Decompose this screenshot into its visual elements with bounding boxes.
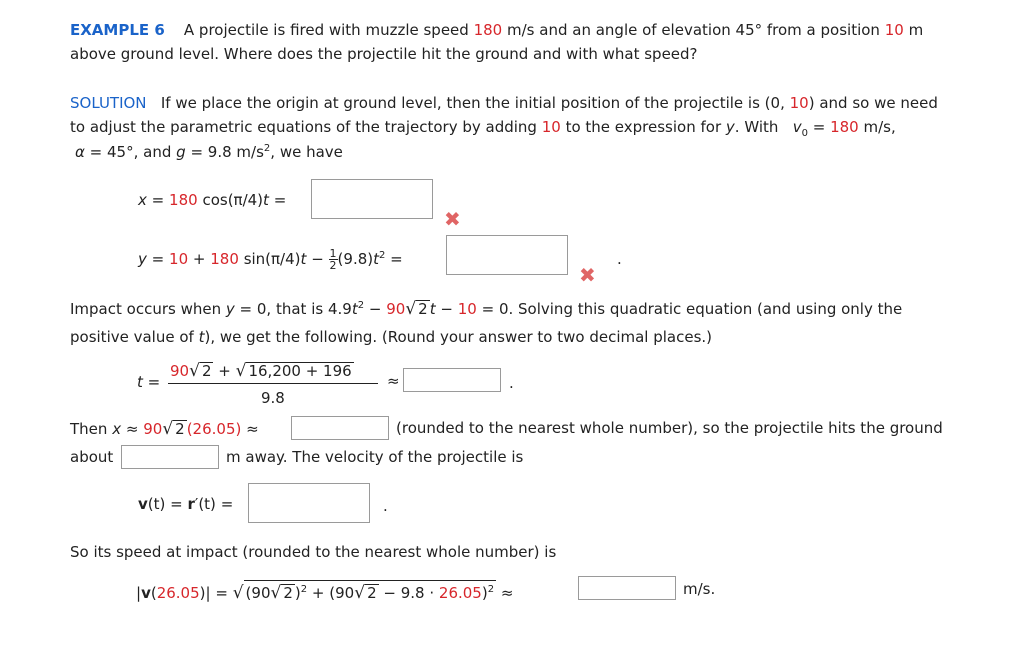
speed-c3: − 9.8 · bbox=[383, 584, 435, 602]
vel-r: r bbox=[187, 495, 195, 513]
t-period: . bbox=[509, 374, 514, 392]
speed-p1: ( bbox=[150, 584, 157, 602]
solution-p2f: = bbox=[812, 118, 826, 136]
speed-c: (90 bbox=[329, 584, 355, 602]
impact-l2b: t bbox=[198, 328, 205, 346]
then-g: ≈ bbox=[246, 420, 259, 438]
impact-l1i: t bbox=[429, 300, 436, 318]
velocity-input[interactable] bbox=[248, 483, 370, 523]
away-text: m away. The velocity of the projectile is bbox=[226, 448, 524, 466]
t-numerator bbox=[170, 361, 354, 381]
t-fraction-bar bbox=[168, 383, 378, 384]
impact-l1e: 2 bbox=[357, 300, 365, 311]
eq-y-minus: − bbox=[311, 250, 324, 268]
vel-eq: = bbox=[170, 495, 183, 513]
then-f: (26.05) bbox=[186, 420, 242, 438]
t-plus: + bbox=[218, 362, 231, 380]
eq-y-plus: + bbox=[192, 250, 206, 268]
half-den: 2 bbox=[329, 259, 337, 272]
then-c: ≈ bbox=[125, 420, 139, 438]
v0-subscript: 0 bbox=[801, 128, 808, 139]
t-denominator: 9.8 bbox=[261, 389, 285, 407]
t-lhs: t bbox=[137, 373, 143, 391]
then-e: 2 bbox=[175, 420, 185, 438]
speed-radicand bbox=[244, 580, 497, 602]
example-line-1 bbox=[70, 21, 923, 39]
eq-x-t: t bbox=[263, 191, 269, 209]
impact-l1k: 10 bbox=[457, 300, 477, 318]
eq-y-c1: 10 bbox=[169, 250, 189, 268]
impact-l1g: 90 bbox=[386, 300, 406, 318]
equation-y bbox=[138, 248, 403, 271]
sqrt-sign: √ bbox=[354, 583, 366, 603]
speed-c2: 2 bbox=[367, 584, 377, 602]
t-n2: 2 bbox=[201, 362, 212, 380]
example-text-a: A projectile is fired with muzzle speed bbox=[183, 21, 469, 39]
sqrt-sign: √ bbox=[235, 361, 247, 381]
t-eq-lhs bbox=[137, 373, 160, 391]
solution-p3e: 2 bbox=[263, 143, 271, 154]
vel-period: . bbox=[383, 497, 388, 515]
eq-y-t: t bbox=[300, 250, 307, 268]
impact-l1j: − bbox=[440, 300, 453, 318]
eq-y-sq: 2 bbox=[379, 250, 386, 261]
eq-y-g: (9.8) bbox=[337, 250, 374, 268]
y-answer-input[interactable] bbox=[446, 235, 568, 275]
impact-l1a: Impact occurs when bbox=[70, 300, 222, 318]
eq-y-period: . bbox=[617, 250, 622, 268]
then-line bbox=[70, 419, 259, 439]
solution-p3d: = 9.8 m/s bbox=[190, 143, 264, 161]
speed-v: v bbox=[141, 584, 151, 602]
solution-p2e: . With bbox=[734, 118, 779, 136]
example-line-2: above ground level. Where does the projectile hit the ground and with what speed? bbox=[70, 45, 698, 63]
vel-eq2: = bbox=[220, 495, 234, 513]
eq-x-eq2: = bbox=[273, 191, 287, 209]
example-text-c: m bbox=[908, 21, 924, 39]
solution-p2g: 180 bbox=[830, 118, 859, 136]
eq-y-t2: t bbox=[373, 250, 379, 268]
impact-l1l: = 0. Solving this quadratic equation (and using only the bbox=[481, 300, 903, 318]
speed-a3: ) bbox=[294, 584, 301, 602]
sqrt-sign: √ bbox=[189, 361, 200, 381]
about-label: about bbox=[70, 448, 114, 466]
sqrt-sign: √ bbox=[405, 299, 417, 319]
alpha-symbol: α bbox=[75, 143, 85, 161]
speed-plus: + bbox=[311, 584, 325, 602]
speed-c4: 26.05 bbox=[438, 584, 482, 602]
half-num: 1 bbox=[329, 247, 337, 260]
v0-symbol: v bbox=[792, 118, 802, 136]
eq-x-eq: = bbox=[151, 191, 165, 209]
speed-t: 26.05 bbox=[156, 584, 200, 602]
sqrt-sign: √ bbox=[232, 583, 244, 603]
speed-a2: 2 bbox=[283, 584, 293, 602]
solution-p2b: 10 bbox=[541, 118, 561, 136]
solution-p1b: 10 bbox=[789, 94, 809, 112]
impact-line-1 bbox=[70, 299, 902, 319]
then-d: 90 bbox=[143, 420, 163, 438]
then-a: Then bbox=[70, 420, 108, 438]
solution-label: SOLUTION bbox=[70, 94, 147, 112]
then-h: (rounded to the nearest whole number), so the projectile hits the ground bbox=[396, 419, 943, 437]
impact-l1b: y bbox=[225, 300, 235, 318]
equation-x bbox=[138, 191, 286, 209]
solution-p3f: , we have bbox=[270, 143, 343, 161]
solution-p2d: y bbox=[725, 118, 735, 136]
impact-l2a: positive value of bbox=[70, 328, 194, 346]
example-label: EXAMPLE 6 bbox=[70, 21, 165, 39]
solution-line-2 bbox=[70, 118, 896, 139]
speed-input[interactable] bbox=[578, 576, 676, 600]
solution-p1a: If we place the origin at ground level, then the initial position of the projectile is (0, bbox=[160, 94, 785, 112]
example-text-b: m/s and an angle of elevation 45° from a position bbox=[507, 21, 880, 39]
eq-y-eq: = bbox=[151, 250, 165, 268]
speed-eq-sign: = bbox=[215, 584, 228, 602]
impact-l1f: − bbox=[368, 300, 382, 318]
speed-approx: ≈ bbox=[500, 584, 514, 602]
eq-x-cos: cos(π/4) bbox=[202, 191, 264, 209]
x-distance-input[interactable] bbox=[291, 416, 389, 440]
eq-x-coef: 180 bbox=[169, 191, 198, 209]
sqrt-sign: √ bbox=[270, 583, 282, 603]
incorrect-x-icon: ✖ bbox=[444, 207, 461, 231]
speed-d: 2 bbox=[487, 584, 495, 595]
vel-t: (t) bbox=[147, 495, 166, 513]
velocity-eq bbox=[138, 495, 233, 513]
muzzle-speed: 180 bbox=[473, 21, 503, 39]
t-answer-input[interactable] bbox=[403, 368, 501, 392]
x-answer-input[interactable] bbox=[311, 179, 433, 219]
impact-l1d: t bbox=[351, 300, 358, 318]
t-approx: ≈ bbox=[387, 372, 400, 390]
incorrect-y-icon: ✖ bbox=[579, 263, 596, 287]
eq-y-sin: sin(π/4) bbox=[243, 250, 301, 268]
impact-l2c: ), we get the following. (Round your answer to two decimal places.) bbox=[204, 328, 713, 346]
vel-rt: ′(t) bbox=[194, 495, 216, 513]
speed-eq bbox=[136, 580, 513, 603]
half-fraction bbox=[329, 248, 338, 271]
solution-p3b: = 45°, and bbox=[89, 143, 172, 161]
g-symbol: g bbox=[176, 143, 186, 161]
solution-p2c: to the expression for bbox=[565, 118, 722, 136]
impact-l1c: = 0, that is 4.9 bbox=[239, 300, 352, 318]
impact-line-2 bbox=[70, 328, 712, 346]
solution-p2h: m/s, bbox=[863, 118, 896, 136]
solution-p1c: ) and so we need bbox=[808, 94, 938, 112]
about-input[interactable] bbox=[121, 445, 219, 469]
speed-c5: ) bbox=[481, 584, 488, 602]
eq-y-c2: 180 bbox=[210, 250, 239, 268]
sqrt-sign: √ bbox=[162, 419, 174, 439]
impact-l1h: 2 bbox=[418, 300, 428, 318]
solution-line-3 bbox=[75, 143, 343, 161]
speed-a: (90 bbox=[245, 584, 271, 602]
initial-height: 10 bbox=[884, 21, 904, 39]
then-b: x bbox=[112, 420, 122, 438]
t-n1: 90 bbox=[170, 362, 190, 380]
speed-l1: | bbox=[136, 584, 142, 602]
solution-line-1 bbox=[70, 94, 938, 112]
solution-p2a: to adjust the parametric equations of the trajectory by adding bbox=[70, 118, 537, 136]
speed-b: 2 bbox=[300, 584, 308, 595]
eq-y-eq2: = bbox=[390, 250, 403, 268]
eq-x-lhs: x bbox=[138, 191, 147, 209]
speed-unit: m/s. bbox=[683, 580, 716, 598]
t-eq-sign: = bbox=[147, 373, 161, 391]
speed-line: So its speed at impact (rounded to the nearest whole number) is bbox=[70, 543, 557, 561]
eq-y-lhs: y bbox=[138, 250, 147, 268]
t-n3: 16,200 + 196 bbox=[248, 362, 352, 380]
vel-v: v bbox=[138, 495, 148, 513]
speed-p2: )| bbox=[199, 584, 211, 602]
